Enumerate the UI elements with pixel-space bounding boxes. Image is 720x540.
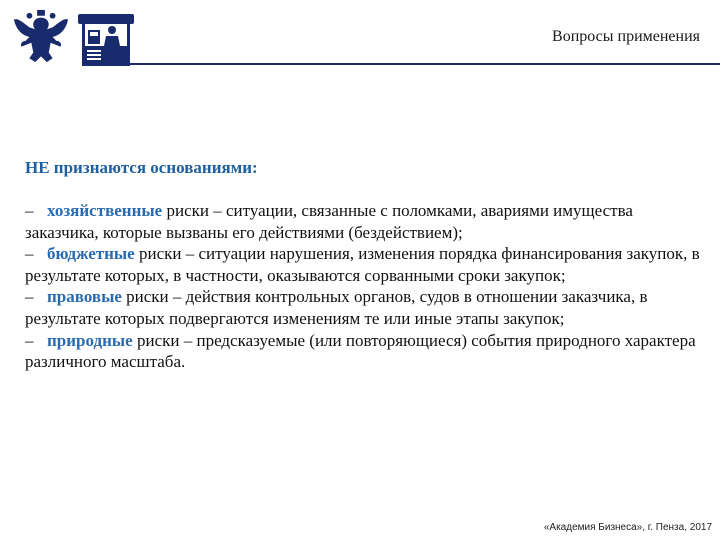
footer-text: «Академия Бизнеса», г. Пенза, 2017 xyxy=(543,522,712,533)
coat-of-arms-icon xyxy=(12,8,70,66)
risk-list xyxy=(25,200,705,373)
page-title: Вопросы применения xyxy=(552,28,700,45)
kiosk-icon xyxy=(78,12,134,66)
list-item xyxy=(25,200,705,243)
keyword: правовые xyxy=(47,287,122,307)
item-text: риски – ситуации, связанные с поломками, авариями имущества заказчика, которые вызваны его действиями (бездействием); xyxy=(25,201,633,242)
dash: – xyxy=(25,201,34,220)
list-item xyxy=(25,286,705,329)
section-heading: НЕ признаются основаниями: xyxy=(25,158,258,177)
list-item xyxy=(25,243,705,286)
dash: – xyxy=(25,244,34,264)
item-text: риски – предсказуемые (или повторяющиеся) события природного характера различного масштаба. xyxy=(25,330,696,372)
item-text: риски – ситуации нарушения, изменения порядка финансирования закупок, в результате которых, в частности, оказываются сорванными сроки закупок; xyxy=(25,244,700,285)
keyword: природные xyxy=(47,330,133,350)
dash: – xyxy=(25,330,34,350)
keyword: хозяйственные xyxy=(47,201,163,220)
keyword: бюджетные xyxy=(47,244,135,264)
list-item xyxy=(25,330,705,373)
header-rule xyxy=(130,63,720,65)
dash: – xyxy=(25,287,34,307)
item-text: риски – действия контрольных органов, судов в отношении заказчика, в результате которых подвергаются изменениям те или иные этапы закупок; xyxy=(25,287,648,328)
